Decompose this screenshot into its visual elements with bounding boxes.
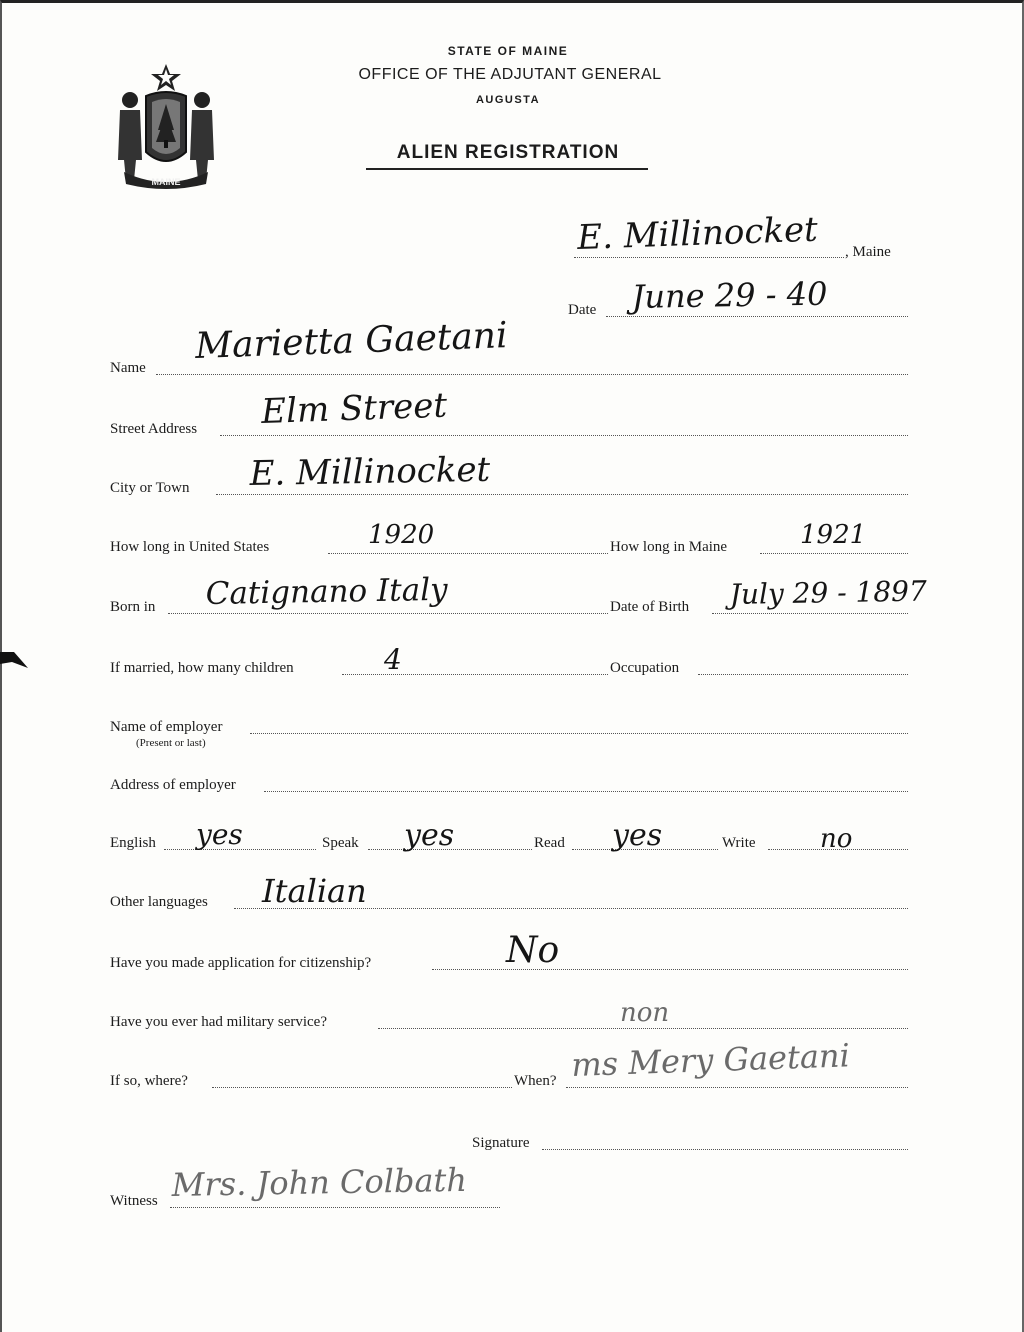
header-city: AUGUSTA <box>475 94 541 106</box>
years-us-line <box>328 553 608 554</box>
name-entry: Marietta Gaetani <box>194 315 509 367</box>
years-maine-line <box>760 553 908 554</box>
citizenship-entry: No <box>506 930 560 971</box>
header-state: STATE OF MAINE <box>447 44 569 58</box>
date-of-birth-entry: July 29 - 1897 <box>729 574 928 611</box>
maine-label: , Maine <box>845 244 891 260</box>
date-entry: June 29 - 40 <box>631 274 828 316</box>
military-label: Have you ever had military service? <box>110 1014 327 1030</box>
name-line <box>156 374 908 375</box>
citizenship-line <box>432 969 908 970</box>
english-label: English <box>110 835 156 851</box>
years-us-entry: 1920 <box>368 520 435 550</box>
city-town-line <box>216 494 908 495</box>
witness-line <box>170 1207 500 1208</box>
svg-text:MAINE: MAINE <box>151 177 181 187</box>
english-entry: yes <box>196 818 243 851</box>
children-line <box>342 674 608 675</box>
margin-arrow-mark <box>0 646 30 676</box>
place-entry: E. Millinocket <box>576 209 819 258</box>
when-label: When? <box>514 1073 557 1089</box>
date-line <box>606 316 908 317</box>
read-entry: yes <box>612 818 663 853</box>
write-label: Write <box>722 835 756 851</box>
military-line <box>378 1028 908 1029</box>
street-entry: Elm Street <box>260 385 448 432</box>
military-entry: non <box>620 998 670 1028</box>
born-in-label: Born in <box>110 599 156 615</box>
signature-label: Signature <box>472 1135 530 1151</box>
employer-name-line <box>250 733 908 734</box>
form-title: ALIEN REGISTRATION <box>396 142 620 163</box>
years-us-label: How long in United States <box>110 539 270 555</box>
date-of-birth-line <box>712 613 908 614</box>
occupation-line <box>698 674 908 675</box>
header-office: OFFICE OF THE ADJUTANT GENERAL <box>358 66 662 83</box>
years-maine-entry: 1921 <box>800 520 867 550</box>
city-town-entry: E. Millinocket <box>249 449 491 494</box>
witness-entry: Mrs. John Colbath <box>171 1160 468 1204</box>
title-underline <box>366 168 648 170</box>
speak-entry: yes <box>404 818 455 853</box>
employer-name-label: Name of employer <box>110 719 223 735</box>
employer-address-line <box>264 791 908 792</box>
children-label: If married, how many children <box>110 660 294 676</box>
born-in-entry: Catignano Italy <box>205 571 448 612</box>
employer-note: (Present or last) <box>136 737 206 749</box>
other-languages-entry: Italian <box>262 872 367 910</box>
witness-label: Witness <box>110 1193 158 1209</box>
date-label: Date <box>568 302 597 318</box>
citizenship-label: Have you made application for citizenship? <box>110 955 372 971</box>
children-entry: 4 <box>384 643 402 676</box>
street-label: Street Address <box>110 421 198 437</box>
other-languages-label: Other languages <box>110 894 208 910</box>
where-line <box>212 1087 512 1088</box>
employer-address-label: Address of employer <box>110 777 236 793</box>
where-label: If so, where? <box>110 1073 188 1089</box>
signature-line <box>542 1149 908 1150</box>
read-label: Read <box>534 835 565 851</box>
city-town-label: City or Town <box>110 480 190 496</box>
write-entry: no <box>820 824 853 854</box>
when-line <box>566 1087 908 1088</box>
street-line <box>220 435 908 436</box>
born-in-line <box>168 613 608 614</box>
speak-label: Speak <box>322 835 359 851</box>
when-entry: ms Mery Gaetani <box>570 1036 851 1084</box>
years-maine-label: How long in Maine <box>610 539 728 555</box>
occupation-label: Occupation <box>610 660 680 676</box>
place-line <box>574 257 844 258</box>
date-of-birth-label: Date of Birth <box>610 599 690 615</box>
name-label: Name <box>110 360 146 376</box>
